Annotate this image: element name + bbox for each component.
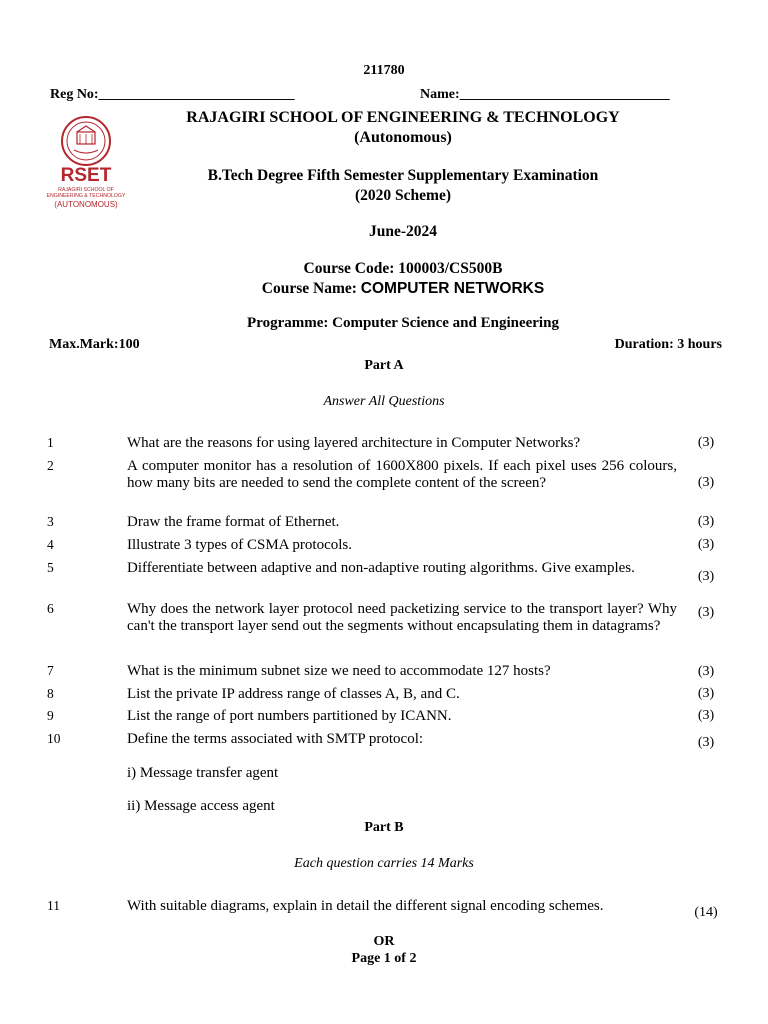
name-field: Name:______________________________	[420, 87, 670, 102]
question-marks: (3)	[697, 605, 715, 620]
logo-line-1: RAJAGIRI SCHOOL OF	[58, 187, 114, 193]
question-marks: (3)	[697, 569, 715, 584]
or-separator: OR	[373, 934, 395, 949]
question-marks: (3)	[697, 708, 715, 723]
question-number: 1	[47, 435, 54, 450]
question-text: Draw the frame format of Ethernet.	[127, 514, 340, 530]
question-text: Define the terms associated with SMTP protocol:	[127, 731, 424, 747]
logo-text: RSET	[60, 165, 112, 186]
course-name: COMPUTER NETWORKS	[360, 280, 545, 297]
autonomous-label: (Autonomous)	[354, 129, 452, 146]
college-name: RAJAGIRI SCHOOL OF ENGINEERING & TECHNOLOGY	[186, 109, 620, 126]
question-text: List the range of port numbers partitioned by ICANN.	[127, 708, 452, 724]
paper-code: 211780	[363, 63, 405, 78]
question-marks: (3)	[697, 537, 715, 552]
question-number: 2	[47, 458, 54, 473]
q10-sub-item: ii) Message access agent	[127, 798, 275, 814]
question-marks: (3)	[697, 514, 715, 529]
question-text: A computer monitor has a resolution of 1600X800 pixels. If each pixel uses 256 colours, how many bits are needed to send the complete content of the screen?	[127, 458, 677, 491]
question-number: 5	[47, 560, 54, 575]
course-code: Course Code: 100003/CS500B	[303, 260, 503, 277]
logo-line-3: (AUTONOMOUS)	[54, 200, 118, 209]
q10-sub-item: i) Message transfer agent	[127, 765, 279, 781]
question-number: 10	[47, 731, 61, 746]
scheme-label: (2020 Scheme)	[355, 187, 451, 204]
question-number: 11	[47, 898, 60, 913]
question-text: Illustrate 3 types of CSMA protocols.	[127, 537, 352, 553]
question-number: 9	[47, 708, 54, 723]
part-b-title: Part B	[364, 820, 404, 835]
question-marks: (3)	[697, 735, 715, 750]
question-marks: (3)	[697, 664, 715, 679]
question-marks: (3)	[697, 686, 715, 701]
question-text: Why does the network layer protocol need packetizing service to the transport layer? Why can't the transport layer send out the segments without encapsulating them in datagrams?	[127, 601, 677, 634]
part-a-title: Part A	[364, 358, 404, 373]
question-text: Differentiate between adaptive and non-adaptive routing algorithms. Give examples.	[127, 560, 635, 576]
question-text: List the private IP address range of classes A, B, and C.	[127, 686, 460, 702]
question-marks: (3)	[697, 475, 715, 490]
exam-title: B.Tech Degree Fifth Semester Supplementary Examination	[207, 167, 599, 184]
question-text: With suitable diagrams, explain in detail the different signal encoding schemes.	[127, 898, 604, 914]
question-marks: (14)	[694, 905, 718, 920]
course-name-line	[0, 280, 768, 298]
question-marks: (3)	[697, 435, 715, 450]
question-number: 6	[47, 601, 54, 616]
question-number: 4	[47, 537, 54, 552]
part-a-instruction: Answer All Questions	[323, 394, 445, 409]
course-name-label: Course Name:	[261, 280, 361, 297]
question-number: 7	[47, 663, 54, 678]
question-text: What is the minimum subnet size we need to accommodate 127 hosts?	[127, 663, 551, 679]
page-number: Page 1 of 2	[351, 951, 417, 966]
reg-no-field: Reg No:____________________________	[50, 87, 295, 102]
exam-date: June-2024	[368, 223, 438, 240]
logo-line-2: ENGINEERING & TECHNOLOGY	[46, 193, 126, 199]
question-number: 8	[47, 686, 54, 701]
max-mark: Max.Mark:100	[49, 337, 140, 352]
programme: Programme: Computer Science and Engineering	[247, 315, 559, 331]
part-b-instruction: Each question carries 14 Marks	[294, 856, 474, 871]
duration: Duration: 3 hours	[614, 337, 722, 352]
question-text: What are the reasons for using layered architecture in Computer Networks?	[127, 435, 581, 451]
question-number: 3	[47, 514, 54, 529]
